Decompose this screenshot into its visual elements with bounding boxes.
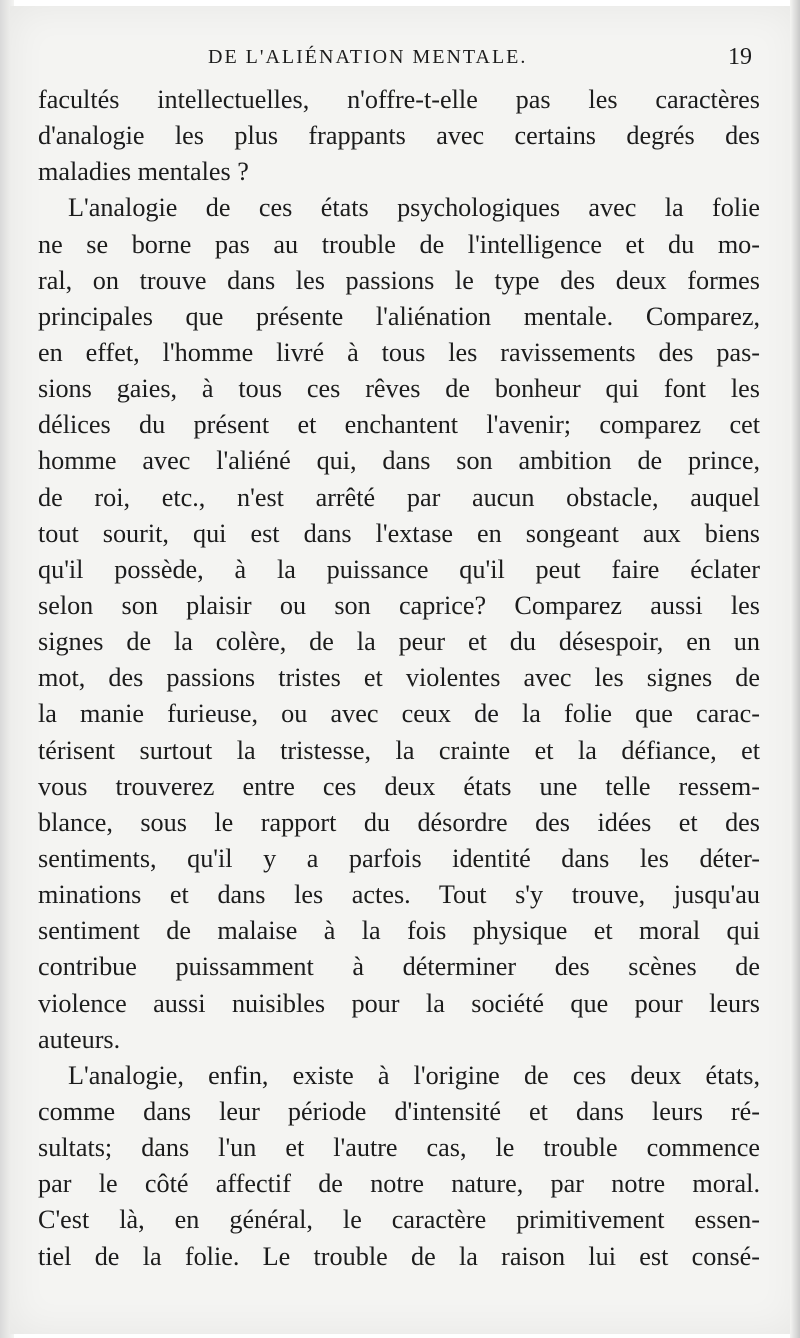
body-text bbox=[38, 82, 760, 1275]
text-line: facultés intellectuelles, n'offre-t-elle pas les caractères bbox=[38, 85, 760, 114]
text-line: térisent surtout la tristesse, la crainte et la défiance, et bbox=[38, 735, 760, 765]
text-line: de roi, etc., n'est arrêté par aucun obstacle, auquel bbox=[38, 482, 760, 512]
page-header bbox=[0, 40, 800, 80]
text-line: principales que présente l'aliénation mentale. Comparez, bbox=[38, 301, 760, 331]
text-line: ne se borne pas au trouble de l'intelligence et du mo- bbox=[38, 229, 760, 259]
text-line: vous trouverez entre ces deux états une telle ressem- bbox=[38, 771, 760, 801]
text-line: C'est là, en général, le caractère primitivement essen- bbox=[38, 1205, 760, 1235]
text-line: délices du présent et enchantent l'avenir; comparez cet bbox=[38, 410, 760, 440]
page-edge-right bbox=[790, 0, 800, 1338]
text-line: signes de la colère, de la peur et du désespoir, en un bbox=[38, 627, 760, 657]
text-line: blance, sous le rapport du désordre des idées et des bbox=[38, 807, 760, 837]
text-line: mot, des passions tristes et violentes avec les signes de bbox=[38, 663, 760, 693]
text-line: ral, on trouve dans les passions le type des deux formes bbox=[38, 265, 760, 295]
text-line: tout sourit, qui est dans l'extase en songeant aux biens bbox=[38, 518, 760, 548]
text-line: tiel de la folie. Le trouble de la raison lui est consé- bbox=[38, 1241, 760, 1271]
text-line: L'analogie de ces états psychologiques avec la folie bbox=[68, 193, 760, 223]
text-line: contribue puissamment à déterminer des scènes de bbox=[38, 952, 760, 982]
text-line: minations et dans les actes. Tout s'y trouve, jusqu'au bbox=[38, 880, 760, 910]
text-line: violence aussi nuisibles pour la société que pour leurs bbox=[38, 988, 760, 1018]
running-title: DE L'ALIÉNATION MENTALE. bbox=[208, 46, 528, 68]
text-line: sultats; dans l'un et l'autre cas, le trouble commence bbox=[38, 1133, 760, 1163]
text-line: qu'il possède, à la puissance qu'il peut faire éclater bbox=[38, 554, 760, 584]
text-line: L'analogie, enfin, existe à l'origine de ces deux états, bbox=[68, 1060, 760, 1090]
text-line: comme dans leur période d'intensité et dans leurs ré- bbox=[38, 1096, 760, 1126]
text-line: d'analogie les plus frappants avec certains degrés des bbox=[38, 121, 760, 151]
text-line: la manie furieuse, ou avec ceux de la folie que carac- bbox=[38, 699, 760, 729]
text-line: homme avec l'aliéné qui, dans son ambition de prince, bbox=[38, 446, 760, 476]
page-number: 19 bbox=[728, 44, 752, 70]
text-line: selon son plaisir ou son caprice? Comparez aussi les bbox=[38, 590, 760, 620]
text-line: auteurs. bbox=[38, 1024, 121, 1054]
text-line: en effet, l'homme livré à tous les ravissements des pas- bbox=[38, 337, 760, 367]
text-line: sions gaies, à tous ces rêves de bonheur qui font les bbox=[38, 374, 760, 404]
text-line: par le côté affectif de notre nature, par notre moral. bbox=[38, 1169, 760, 1199]
text-line: sentiments, qu'il y a parfois identité dans les déter- bbox=[38, 843, 760, 873]
text-line: maladies mentales ? bbox=[38, 157, 249, 187]
text-line: sentiment de malaise à la fois physique et moral qui bbox=[38, 916, 760, 946]
